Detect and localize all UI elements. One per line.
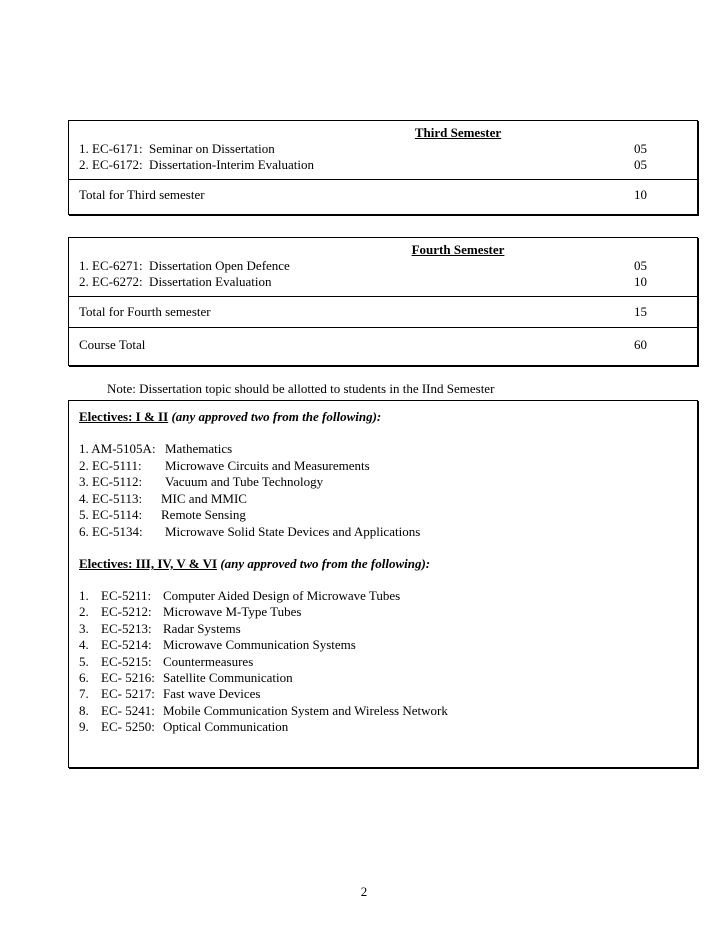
dissertation-note: Note: Dissertation topic should be allotted to students in the IInd Semester: [107, 381, 495, 396]
course-code: 6. EC-5134:: [79, 523, 143, 539]
item-number: 9.: [79, 719, 89, 735]
list-item: [79, 604, 697, 620]
course-name: Vacuum and Tube Technology: [165, 474, 324, 489]
item-number: 7.: [79, 686, 89, 702]
item-number: 4.: [79, 637, 89, 653]
course-credits: 10: [634, 274, 647, 289]
course-credits: 05: [634, 157, 647, 172]
course-credits: 05: [634, 141, 647, 156]
total-credits: 10: [634, 187, 647, 202]
third-semester-heading: Third Semester: [414, 125, 502, 140]
fourth-semester-heading: Fourth Semester: [411, 242, 505, 257]
course-code: EC-5212:: [101, 604, 152, 620]
course-code: EC-5214:: [101, 637, 152, 653]
electives-2-heading: [79, 556, 697, 572]
total-label: Total for Third semester: [79, 187, 205, 202]
course-row: [69, 258, 697, 274]
list-item: [79, 686, 697, 702]
course-row: [69, 274, 697, 290]
course-code: 3. EC-5112:: [79, 474, 143, 489]
list-item: [79, 703, 697, 719]
total-credits: 15: [634, 304, 647, 319]
course-name: MIC and MMIC: [161, 490, 247, 506]
electives-1-heading: [79, 409, 697, 425]
course-code: 2. EC-5111:: [79, 457, 142, 473]
course-label: 2. EC-6172: Dissertation-Interim Evaluation: [79, 157, 315, 172]
course-name: Microwave Solid State Devices and Applications: [165, 523, 421, 539]
item-number: 6.: [79, 669, 89, 685]
third-semester-table: [68, 120, 698, 215]
list-item: [79, 637, 697, 653]
course-code: EC-5211:: [101, 588, 152, 603]
list-item: [79, 670, 697, 686]
course-label: 1. EC-6271: Dissertation Open Defence: [79, 258, 290, 273]
course-name: Microwave Communication Systems: [163, 637, 356, 653]
list-item: [79, 621, 697, 637]
list-item: [79, 524, 697, 541]
course-code: 4. EC-5113:: [79, 490, 143, 506]
course-name: Computer Aided Design of Microwave Tubes: [163, 588, 401, 603]
course-code: EC- 5250:: [101, 719, 155, 735]
list-item: [79, 491, 697, 508]
course-label: 2. EC-6272: Dissertation Evaluation: [79, 274, 272, 289]
item-number: 1.: [79, 588, 89, 603]
course-total-credits: 60: [634, 337, 647, 352]
list-item: [79, 654, 697, 670]
course-name: Optical Communication: [163, 719, 289, 735]
total-row: [69, 180, 697, 210]
course-code: EC- 5216:: [101, 669, 155, 685]
course-code: 5. EC-5114:: [79, 507, 143, 522]
item-number: 5.: [79, 653, 89, 669]
electives-1-subtitle: (any approved two from the following):: [171, 409, 382, 424]
fourth-semester-table: [68, 237, 698, 366]
course-name: Mathematics: [165, 441, 233, 456]
list-item: [79, 441, 697, 458]
page-number: 2: [360, 884, 368, 899]
electives-2-title: Electives: III, IV, V & VI: [79, 556, 218, 571]
electives-1-title: Electives: I & II: [79, 409, 169, 424]
electives-box: [68, 400, 698, 768]
course-code: EC- 5241:: [101, 702, 155, 718]
course-name: Microwave Circuits and Measurements: [165, 457, 370, 473]
item-number: 3.: [79, 620, 89, 636]
course-name: Fast wave Devices: [163, 686, 261, 702]
list-item: [79, 719, 697, 735]
item-number: 2.: [79, 604, 89, 620]
course-name: Radar Systems: [163, 620, 241, 636]
course-code: EC-5215:: [101, 653, 152, 669]
list-item: [79, 588, 697, 604]
course-name: Mobile Communication System and Wireless Network: [163, 702, 448, 718]
list-item: [79, 474, 697, 491]
list-item: [79, 458, 697, 475]
item-number: 8.: [79, 702, 89, 718]
total-label: Total for Fourth semester: [79, 304, 211, 319]
course-credits: 05: [634, 258, 647, 273]
course-row: [69, 157, 697, 173]
course-name: Satellite Communication: [163, 669, 293, 685]
course-code: EC-5213:: [101, 620, 152, 636]
list-item: [79, 507, 697, 524]
course-name: Countermeasures: [163, 653, 254, 669]
course-total-label: Course Total: [79, 337, 146, 352]
course-code: 1. AM-5105A:: [79, 441, 156, 456]
course-name: Remote Sensing: [161, 507, 246, 522]
course-code: EC- 5217:: [101, 686, 155, 702]
course-total-row: [69, 328, 697, 362]
electives-2-subtitle: (any approved two from the following):: [220, 556, 431, 571]
course-label: 1. EC-6171: Seminar on Dissertation: [79, 141, 275, 156]
course-name: Microwave M-Type Tubes: [163, 604, 302, 620]
total-row: [69, 297, 697, 327]
course-row: [69, 141, 697, 157]
